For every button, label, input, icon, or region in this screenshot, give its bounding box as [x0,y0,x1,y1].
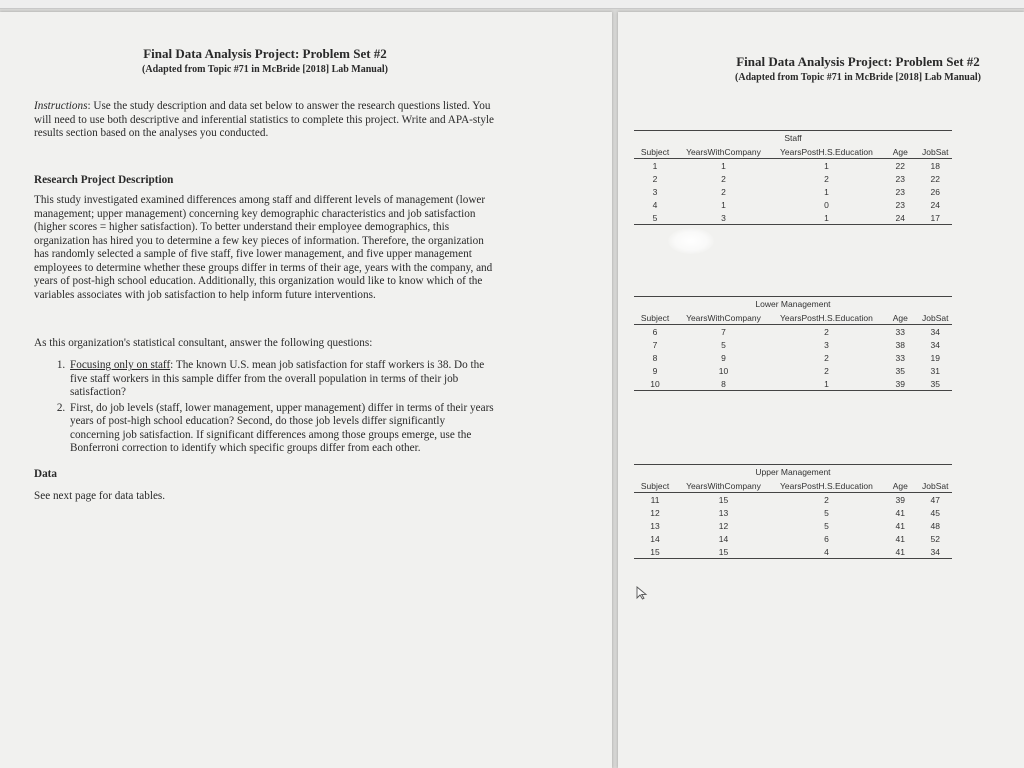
column-header-years-with-company: YearsWithCompany [676,311,771,325]
table-row [634,493,952,507]
data-table [634,311,952,391]
table-cell-age: 35 [895,365,906,376]
table-header-row [634,145,952,159]
screen-glare [668,228,714,254]
table-cell-jobsat: 34 [930,339,940,350]
column-header-age: Age [882,479,919,493]
table-cell-subject: 15 [650,546,660,557]
table-row [634,506,952,519]
table-title: Upper Management [634,464,952,479]
questions-list [34,359,494,458]
table-cell-years-with-company: 3 [721,212,726,223]
page-title: Final Data Analysis Project: Problem Set #2 [143,46,387,61]
upper-management-table [634,464,952,559]
table-cell-years-with-company: 12 [718,520,729,531]
table-cell-years-post-hs-education: 1 [824,186,829,197]
column-header-years-post-hs-education: YearsPostH.S.Education [771,311,882,325]
table-cell-age: 23 [895,186,906,197]
table-cell-years-post-hs-education: 5 [824,520,829,531]
table-cell-years-with-company: 5 [721,339,726,350]
table-cell-subject: 10 [650,378,660,389]
column-header-jobsat: JobSat [919,311,952,325]
question-1-focus: Focusing only on staff [70,359,171,371]
table-cell-jobsat: 18 [930,160,940,171]
table-cell-years-with-company: 10 [718,365,729,376]
column-header-age: Age [882,145,919,159]
table-row [634,351,952,364]
table-row [634,185,952,198]
table-cell-jobsat: 52 [930,533,940,544]
table-cell-subject: 9 [652,365,658,376]
table-cell-age: 41 [895,546,906,557]
table-cell-years-with-company: 1 [721,160,726,171]
instructions-text: : Use the study description and data set below to answer the research questions listed. You will need to use both descriptive and inferential statistics to complete this project. Write and APA-style results section based on the analyses you conducted. [34,100,495,139]
data-note: See next page for data tables. [34,490,166,502]
column-header-subject: Subject [634,145,676,159]
mouse-cursor-icon [636,586,648,600]
table-cell-jobsat: 47 [930,494,940,505]
table-row [634,338,952,351]
table-cell-subject: 6 [652,326,658,337]
table-cell-years-with-company: 2 [721,186,726,197]
table-cell-years-with-company: 15 [718,494,729,505]
table-cell-years-with-company: 1 [721,199,726,210]
table-row [634,211,952,225]
question-1-text: : The known U.S. mean job satisfaction for staff workers is 38. Do the five staff workers in this sample differ from the overall population in terms of their job satisfaction? [70,359,485,398]
table-cell-jobsat: 31 [930,365,940,376]
column-header-years-with-company: YearsWithCompany [676,145,771,159]
table-cell-jobsat: 22 [930,173,940,184]
table-cell-age: 23 [895,199,906,210]
table-cell-years-with-company: 9 [721,352,726,363]
table-cell-subject: 7 [652,339,658,350]
page-title: Final Data Analysis Project: Problem Set #2 [736,54,980,69]
data-table [634,145,952,225]
instructions-label: Instructions [34,100,88,112]
table-row [634,325,952,339]
research-heading: Research Project Description [34,174,174,186]
table-cell-jobsat: 35 [930,378,940,389]
table-row [634,364,952,377]
table-cell-age: 41 [895,507,906,518]
table-cell-age: 23 [895,173,906,184]
table-header-row [634,479,952,493]
questions-intro: As this organization's statistical consultant, answer the following questions: [34,337,373,349]
table-row [634,545,952,559]
table-cell-jobsat: 48 [930,520,940,531]
document-page-left [0,12,612,768]
question-1 [68,359,494,400]
table-cell-jobsat: 19 [930,352,940,363]
table-title: Lower Management [634,296,952,311]
table-cell-subject: 14 [650,533,660,544]
table-cell-years-with-company: 13 [718,507,729,518]
table-cell-years-post-hs-education: 2 [824,326,829,337]
page-subtitle: (Adapted from Topic #71 in McBride [2018] Lab Manual) [142,64,388,75]
document-page-right [618,12,1024,768]
table-cell-age: 39 [895,378,906,389]
table-title: Staff [634,130,952,145]
table-cell-age: 38 [895,339,906,350]
table-cell-years-with-company: 8 [721,378,726,389]
table-cell-years-post-hs-education: 1 [824,160,829,171]
table-row [634,377,952,391]
window-top-bar [0,0,1024,9]
table-cell-years-post-hs-education: 3 [824,339,829,350]
table-cell-years-post-hs-education: 5 [824,507,829,518]
data-heading: Data [34,468,57,480]
data-table [634,479,952,559]
page-header-right [713,54,1003,83]
column-header-jobsat: JobSat [919,145,952,159]
table-cell-subject: 12 [650,507,660,518]
table-cell-subject: 5 [652,212,658,223]
instructions-paragraph [34,100,494,141]
table-row [634,519,952,532]
table-cell-age: 33 [895,352,906,363]
column-header-subject: Subject [634,311,676,325]
column-header-years-with-company: YearsWithCompany [676,479,771,493]
table-cell-jobsat: 34 [930,326,940,337]
table-cell-subject: 11 [650,494,660,505]
table-cell-years-post-hs-education: 2 [824,173,829,184]
table-cell-jobsat: 34 [930,546,940,557]
table-cell-jobsat: 17 [930,212,940,223]
research-description: This study investigated examined differences among staff and different levels of management (lower management; upper management) concerning key demographic characteristics and job satisfaction (higher scores = higher satisfaction). To better understand their employee demographics, this organization has hired you to determine a few key pieces of information. Therefore, the organization has randomly selected a sample of five staff, five lower management, and five upper management employees to determine whether these groups differ in terms of their age, years with the company, and years of post-high school education. Additionally, this organization would like to know which of the variables associates with job satisfaction to help inform future interventions. [34,194,493,301]
table-cell-subject: 3 [652,186,658,197]
table-row [634,172,952,185]
table-header-row [634,311,952,325]
lower-management-table [634,296,952,391]
table-cell-subject: 8 [652,352,658,363]
table-cell-age: 24 [895,212,906,223]
table-cell-years-post-hs-education: 2 [824,365,829,376]
column-header-years-post-hs-education: YearsPostH.S.Education [771,145,882,159]
table-cell-age: 41 [895,533,906,544]
table-cell-years-post-hs-education: 0 [824,199,829,210]
table-row [634,532,952,545]
table-cell-age: 22 [895,160,906,171]
table-cell-subject: 2 [652,173,658,184]
table-cell-jobsat: 45 [930,507,940,518]
table-row [634,198,952,211]
page-subtitle: (Adapted from Topic #71 in McBride [2018] Lab Manual) [735,72,981,83]
table-cell-years-with-company: 15 [718,546,729,557]
table-cell-subject: 4 [652,199,658,210]
table-cell-years-with-company: 7 [721,326,726,337]
staff-table [634,130,952,225]
column-header-jobsat: JobSat [919,479,952,493]
table-cell-years-post-hs-education: 2 [824,352,829,363]
page-header-left [80,46,450,75]
column-header-years-post-hs-education: YearsPostH.S.Education [771,479,882,493]
column-header-age: Age [882,311,919,325]
table-cell-subject: 1 [652,160,658,171]
column-header-subject: Subject [634,479,676,493]
question-2-text: First, do job levels (staff, lower management, upper management) differ in terms of their years years of post-high school education? Second, do those job levels differ significantly concerning job satisfaction. If significant differences among those groups emerge, use the Bonferroni correction to identify which specific groups differ from each other. [70,401,494,454]
table-cell-age: 41 [895,520,906,531]
table-cell-subject: 13 [650,520,660,531]
table-cell-age: 33 [895,326,906,337]
question-2 [68,402,494,456]
table-cell-age: 39 [895,494,906,505]
table-cell-years-post-hs-education: 6 [824,533,829,544]
table-cell-years-post-hs-education: 1 [824,378,829,389]
table-cell-years-post-hs-education: 2 [824,494,829,505]
table-cell-jobsat: 24 [930,199,940,210]
table-cell-years-post-hs-education: 1 [824,212,829,223]
table-cell-years-with-company: 2 [721,173,726,184]
table-cell-years-post-hs-education: 4 [824,546,829,557]
table-cell-jobsat: 26 [930,186,940,197]
table-row [634,159,952,173]
table-cell-years-with-company: 14 [718,533,729,544]
